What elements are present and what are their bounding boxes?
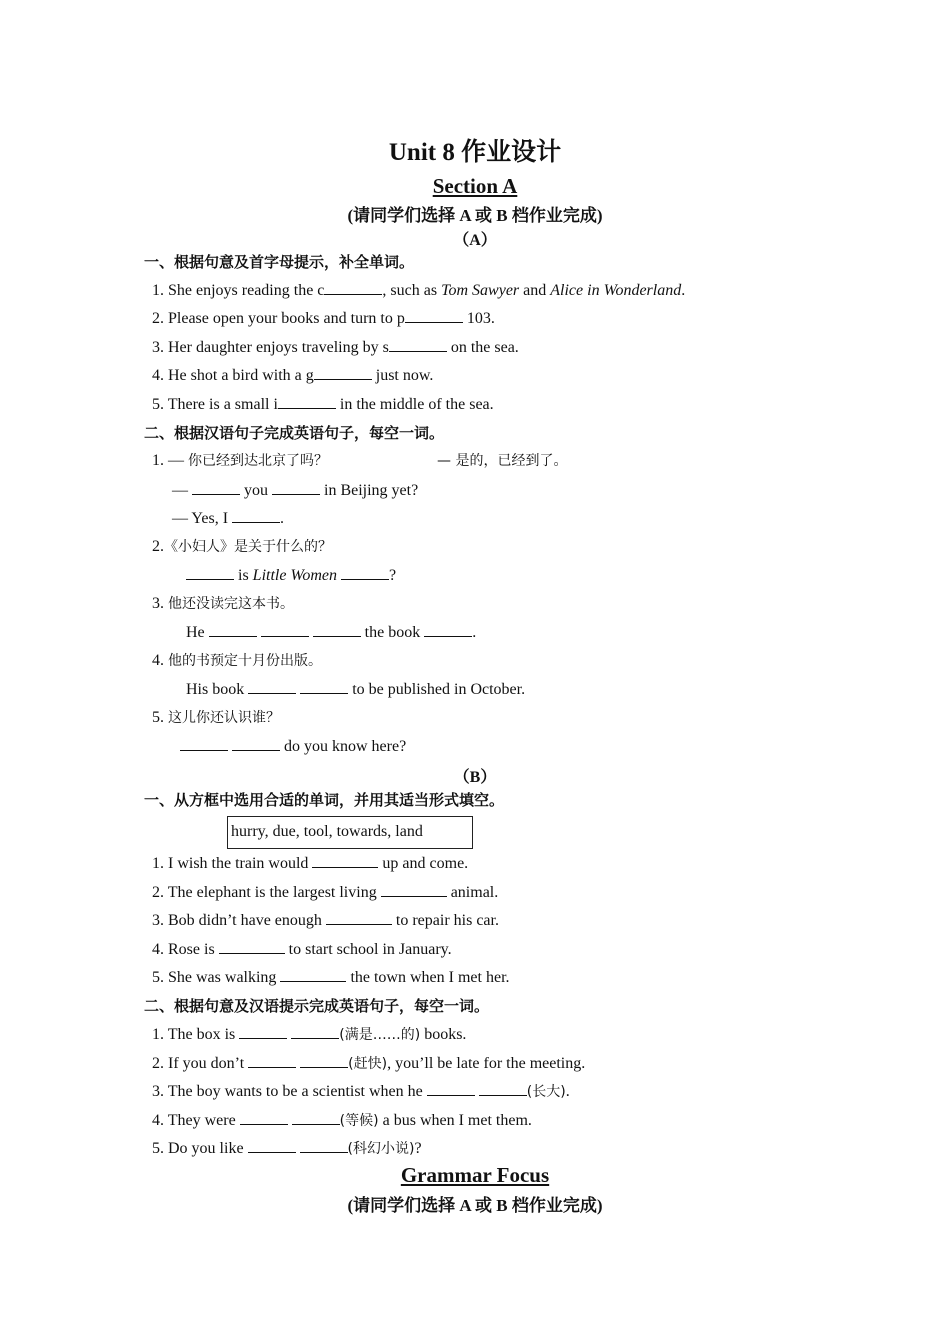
part1-heading: 一、根据句意及首字母提示，补全单词。 [144,253,415,271]
answer-blank[interactable] [219,939,285,954]
answer-blank[interactable] [381,882,447,897]
answer-blank[interactable] [239,1024,287,1039]
part2-question-3-line: He the book . [186,624,477,641]
answer-blank[interactable] [314,365,372,380]
part2-question-1-line-3: — Yes, I . [172,510,285,527]
answer-blank[interactable] [479,1081,527,1096]
answer-blank[interactable] [291,1024,339,1039]
part3-heading: 一、从方框中选用合适的单词，并用其适当形式填空。 [144,791,505,809]
answer-blank[interactable] [180,736,228,751]
part4-question-5: 5. Do you like (科幻小说)? [152,1140,422,1157]
answer-blank[interactable] [389,337,447,352]
answer-blank[interactable] [313,622,361,637]
answer-blank[interactable] [292,1110,340,1125]
answer-blank[interactable] [324,280,382,295]
part4-question-3: 3. The boy wants to be a scientist when he (长大). [152,1083,570,1100]
part3-question-3: 3. Bob didn’t have enough to repair his car. [152,912,499,929]
part2-question-1-prompt: 1. — 你已经到达北京了吗？ [152,452,328,469]
answer-blank[interactable] [248,1053,296,1068]
answer-blank[interactable] [300,679,348,694]
answer-blank[interactable] [300,1053,348,1068]
section-a-note: (请同学们选择 A 或 B 档作业完成) [347,206,603,225]
section-a-heading: Section A [432,174,518,198]
part2-question-5-prompt: 5. 这儿你还认识谁？ [152,709,280,726]
answer-blank[interactable] [312,853,378,868]
part1-question-4: 4. He shot a bird with a g just now. [152,367,434,384]
part2-question-1-line-2: — you in Beijing yet? [172,482,419,499]
answer-blank[interactable] [248,1138,296,1153]
page-title: Unit 8 作业设计 [388,139,562,166]
answer-blank[interactable] [232,736,280,751]
answer-blank[interactable] [326,910,392,925]
part3-question-5: 5. She was walking the town when I met her. [152,969,510,986]
answer-blank[interactable] [248,679,296,694]
part2-question-4-line: His book to be published in October. [186,681,526,698]
part2-heading: 二、根据汉语句子完成英语句子，每空一词。 [144,424,445,442]
part4-question-1: 1. The box is (满是……的) books. [152,1026,467,1043]
answer-blank[interactable] [261,622,309,637]
level-b-label: （B） [453,769,497,786]
part4-heading: 二、根据句意及汉语提示完成英语句子，每空一词。 [144,997,490,1015]
part2-question-2-line: is Little Women ? [186,565,396,586]
answer-blank[interactable] [278,394,336,409]
answer-blank[interactable] [192,480,240,495]
word-box: hurry, due, tool, towards, land [227,816,473,849]
answer-blank[interactable] [280,967,346,982]
part2-question-4-prompt: 4. 他的书预定十月份出版。 [152,652,322,669]
level-a-label: （A） [453,232,497,249]
part1-question-5: 5. There is a small i in the middle of the sea. [152,396,494,413]
part4-question-4: 4. They were (等候) a bus when I met them. [152,1112,532,1129]
grammar-focus-note: (请同学们选择 A 或 B 档作业完成) [347,1196,603,1215]
part3-question-2: 2. The elephant is the largest living animal. [152,884,499,901]
part2-question-5-line: do you know here? [180,736,406,757]
answer-blank[interactable] [209,622,257,637]
part2-question-2-prompt: 2.《小妇人》是关于什么的？ [152,538,332,555]
answer-blank[interactable] [272,480,320,495]
answer-blank[interactable] [186,565,234,580]
part1-question-3: 3. Her daughter enjoys traveling by s on the sea. [152,339,519,356]
grammar-focus-heading: Grammar Focus [400,1163,550,1187]
part4-question-2: 2. If you don’t (赶快), you’ll be late for the meeting. [152,1055,586,1072]
part3-question-1: 1. I wish the train would up and come. [152,855,469,872]
answer-blank[interactable] [405,308,463,323]
part1-question-2: 2. Please open your books and turn to p 103. [152,310,495,327]
answer-blank[interactable] [232,508,280,523]
part3-question-4: 4. Rose is to start school in January. [152,941,452,958]
part2-question-1-answer-cn: — 是的，已经到了。 [437,453,568,469]
answer-blank[interactable] [427,1081,475,1096]
answer-blank[interactable] [240,1110,288,1125]
answer-blank[interactable] [424,622,472,637]
part2-question-3-prompt: 3. 他还没读完这本书。 [152,595,294,612]
part1-question-1: 1. She enjoys reading the c , such as Tom Sawyer and Alice in Wonderland. [152,282,686,299]
answer-blank[interactable] [300,1138,348,1153]
answer-blank[interactable] [341,565,389,580]
